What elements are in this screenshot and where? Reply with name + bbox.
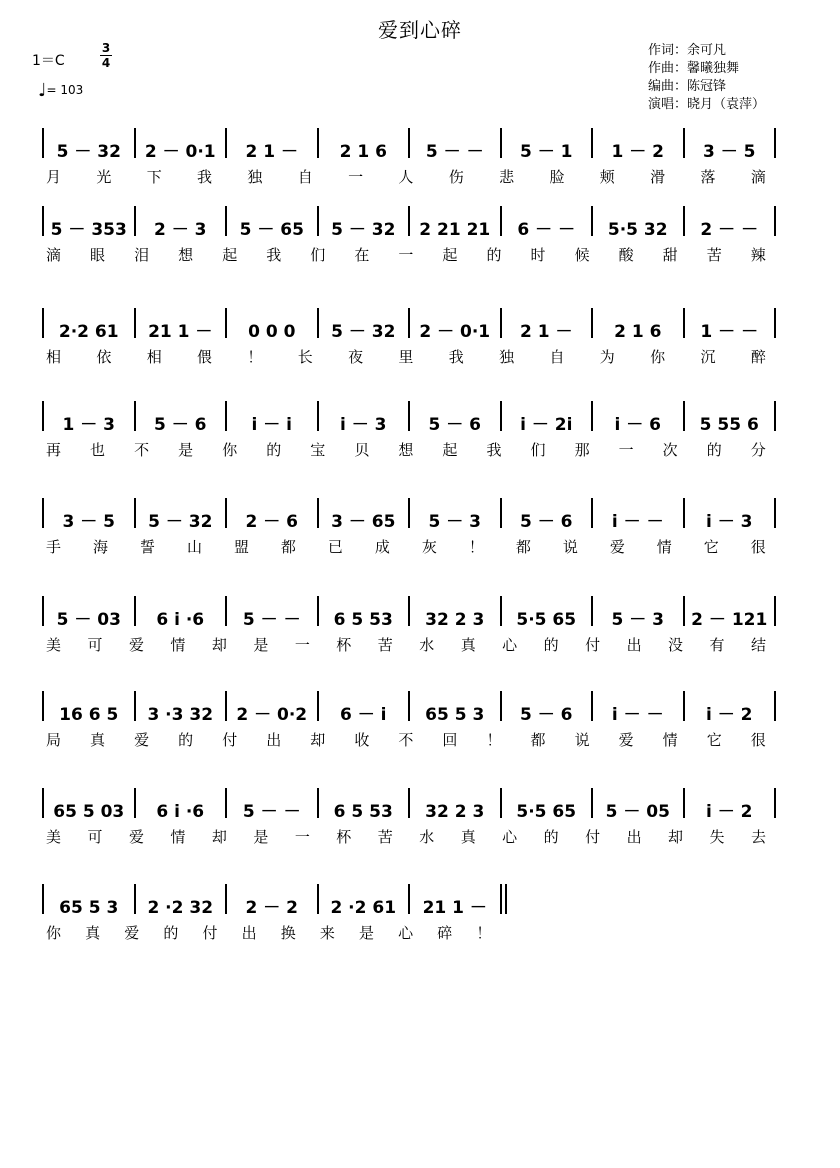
lyrics-line (46, 729, 766, 750)
lyric-syllable: 我 (266, 246, 282, 264)
measure: 5·5 65 (516, 610, 577, 630)
lyric-syllable: ！ (486, 731, 502, 749)
lyric-syllable: 付 (202, 924, 218, 942)
lyric-syllable: 滴 (46, 246, 62, 264)
measure: 3 － 65 (331, 512, 396, 532)
lyric-syllable: 却 (211, 636, 227, 654)
lyric-syllable: 不 (398, 731, 414, 749)
lyric-syllable: 美 (46, 636, 62, 654)
measure: 2 － － (700, 220, 759, 240)
lyric-syllable: 出 (241, 924, 257, 942)
measure: 5 － 32 (148, 512, 213, 532)
measure: 5 － 05 (605, 802, 670, 822)
measure: i － － (611, 705, 664, 725)
barline (774, 498, 776, 528)
lyric-syllable: 月 (46, 168, 62, 186)
lyric-syllable: 苦 (706, 246, 722, 264)
lyric-syllable: 苦 (377, 636, 393, 654)
lyric-syllable: 泪 (134, 246, 150, 264)
measure: 3 － 5 (703, 142, 756, 162)
lyric-syllable: 收 (354, 731, 370, 749)
staff-system (0, 302, 840, 398)
key-signature: 1＝C (32, 53, 65, 69)
measure: 5 － 353 (50, 220, 127, 240)
measure: 2 － 0·2 (236, 705, 308, 725)
lyric-syllable: 水 (419, 828, 435, 846)
measure: 65 5 03 (53, 802, 125, 822)
measure: 1 － － (700, 322, 759, 342)
lyric-syllable: 回 (442, 731, 458, 749)
lyric-syllable: 的 (543, 828, 559, 846)
staff-system (0, 782, 840, 878)
lyric-syllable: 失 (709, 828, 725, 846)
measure: 5 － － (425, 142, 484, 162)
lyric-syllable: 的 (543, 636, 559, 654)
lyric-syllable: 的 (266, 441, 282, 459)
measure: 5·5 65 (516, 802, 577, 822)
measure: 2 － 0·1 (144, 142, 216, 162)
tempo-value: = 103 (46, 83, 84, 97)
lyric-syllable: 情 (656, 538, 672, 556)
lyric-syllable: 杯 (336, 636, 352, 654)
lyrics-line (46, 244, 766, 265)
measure: 2 － 3 (154, 220, 207, 240)
staff-system (0, 685, 840, 781)
lyric-syllable: 它 (706, 731, 722, 749)
lyric-syllable: 结 (750, 636, 766, 654)
measure: 5 － － (242, 802, 301, 822)
measure: 21 1 － (148, 322, 213, 342)
lyric-syllable: 们 (310, 246, 326, 264)
staff-system (0, 492, 840, 588)
staff-system (0, 878, 840, 974)
lyric-syllable: 很 (750, 538, 766, 556)
measure: 5 － 32 (331, 322, 396, 342)
lyric-syllable: 盟 (233, 538, 249, 556)
lyric-syllable: 一 (294, 636, 310, 654)
meter-top: 3 (101, 41, 111, 55)
measure: 2 － 2 (245, 898, 298, 918)
lyric-syllable: 一 (348, 168, 364, 186)
measure: 65 5 3 (59, 898, 119, 918)
lyric-syllable: 心 (502, 828, 518, 846)
lyric-syllable: 都 (515, 538, 531, 556)
lyric-syllable: 滴 (750, 168, 766, 186)
measure: 6 － i (340, 705, 387, 725)
lyric-syllable: 我 (197, 168, 213, 186)
lyric-syllable: 说 (562, 538, 578, 556)
lyric-syllable: 说 (574, 731, 590, 749)
lyric-syllable: 真 (460, 828, 476, 846)
lyric-syllable: 依 (96, 348, 112, 366)
measure: 3 － 5 (62, 512, 115, 532)
lyric-syllable: 山 (186, 538, 202, 556)
lyrics-line (46, 439, 766, 460)
measure: 5 － 65 (239, 220, 304, 240)
lyric-syllable: 可 (87, 636, 103, 654)
lyric-syllable: ！ (468, 538, 484, 556)
lyric-syllable: 爱 (134, 731, 150, 749)
lyric-syllable: 出 (626, 636, 642, 654)
lyric-syllable: 夜 (348, 348, 364, 366)
lyric-syllable: 想 (398, 441, 414, 459)
lyric-syllable: 情 (662, 731, 678, 749)
lyric-syllable: 沉 (700, 348, 716, 366)
lyric-syllable: 局 (46, 731, 62, 749)
lyric-syllable: 自 (297, 168, 313, 186)
measure: 2 － 6 (245, 512, 298, 532)
measure: 2 1 － (245, 142, 298, 162)
measure: 6 i ·6 (156, 610, 205, 630)
lyric-syllable: 甜 (662, 246, 678, 264)
lyric-syllable: 再 (46, 441, 62, 459)
lyric-syllable: 爱 (618, 731, 634, 749)
lyric-syllable: 长 (297, 348, 313, 366)
measure: 5 － 3 (428, 512, 481, 532)
lyric-syllable: 一 (294, 828, 310, 846)
lyric-syllable: 下 (146, 168, 162, 186)
lyric-syllable: 却 (310, 731, 326, 749)
lyrics-line (46, 346, 766, 367)
measure: 65 5 3 (425, 705, 485, 725)
lyric-syllable: 心 (398, 924, 414, 942)
lyric-syllable: 爱 (609, 538, 625, 556)
lyric-syllable: 起 (222, 246, 238, 264)
measure: 6 5 53 (333, 610, 393, 630)
barline (774, 788, 776, 818)
lyric-syllable: ！ (247, 348, 263, 366)
lyric-syllable: 出 (266, 731, 282, 749)
lyric-syllable: 醉 (750, 348, 766, 366)
lyric-syllable: 那 (574, 441, 590, 459)
measure: 5·5 32 (607, 220, 668, 240)
barline (774, 401, 776, 431)
measure: 5 － 6 (520, 512, 573, 532)
measure: 16 6 5 (59, 705, 119, 725)
lyric-syllable: 很 (750, 731, 766, 749)
measure: i － 3 (706, 512, 753, 532)
measure: 2 1 6 (614, 322, 662, 342)
lyric-syllable: 想 (178, 246, 194, 264)
lyric-syllable: 起 (442, 246, 458, 264)
barline (774, 128, 776, 158)
lyrics-line (46, 922, 492, 943)
lyric-syllable: 爱 (124, 924, 140, 942)
measure: 2 21 21 (419, 220, 491, 240)
lyrics-line (46, 826, 766, 847)
lyric-syllable: 换 (280, 924, 296, 942)
lyric-syllable: 誓 (139, 538, 155, 556)
lyric-syllable: 出 (626, 828, 642, 846)
measure: 5 55 6 (699, 415, 759, 435)
lyric-syllable: 你 (650, 348, 666, 366)
lyric-syllable: 的 (706, 441, 722, 459)
measure: 5 － 32 (331, 220, 396, 240)
measure: 6 i ·6 (156, 802, 205, 822)
barline (774, 691, 776, 721)
lyric-syllable: 们 (530, 441, 546, 459)
measure: i － 2 (706, 705, 753, 725)
lyric-syllable: 付 (585, 636, 601, 654)
meter-bottom: 4 (101, 56, 111, 70)
lyric-syllable: 起 (442, 441, 458, 459)
measure: i － 2 (706, 802, 753, 822)
lyric-syllable: 独 (499, 348, 515, 366)
lyric-syllable: 偎 (197, 348, 213, 366)
measure: i － 2i (520, 415, 573, 435)
lyric-syllable: 没 (668, 636, 684, 654)
measure: 21 1 － (422, 898, 487, 918)
credits-block (648, 42, 765, 114)
lyric-syllable: 真 (90, 731, 106, 749)
lyric-syllable: 一 (618, 441, 634, 459)
measure: i － i (251, 415, 292, 435)
measure: 3 ·3 32 (147, 705, 214, 725)
lyric-syllable: 海 (92, 538, 108, 556)
time-signature (99, 41, 113, 70)
lyric-syllable: 爱 (128, 828, 144, 846)
lyric-syllable: 情 (170, 636, 186, 654)
lyric-syllable: 成 (374, 538, 390, 556)
measure: 2 － 0·1 (419, 322, 491, 342)
lyric-syllable: 颊 (599, 168, 615, 186)
lyric-syllable: 相 (46, 348, 62, 366)
lyric-syllable: 的 (178, 731, 194, 749)
lyric-syllable: 滑 (650, 168, 666, 186)
barline (774, 308, 776, 338)
lyric-syllable: 眼 (90, 246, 106, 264)
lyric-syllable: 情 (170, 828, 186, 846)
measure: 5 － 32 (56, 142, 121, 162)
lyric-syllable: 候 (574, 246, 590, 264)
lyric-syllable: 已 (327, 538, 343, 556)
quarter-note-icon: ♩ (38, 80, 47, 101)
lyric-syllable: 手 (46, 538, 62, 556)
lyric-syllable: 爱 (128, 636, 144, 654)
measure: 2 1 6 (339, 142, 387, 162)
lyric-syllable: 你 (46, 924, 62, 942)
lyric-syllable: 都 (530, 731, 546, 749)
measure: 5 － 6 (520, 705, 573, 725)
lyric-syllable: 我 (448, 348, 464, 366)
lyric-syllable: 时 (530, 246, 546, 264)
lyric-syllable: 苦 (377, 828, 393, 846)
lyric-syllable: 杯 (336, 828, 352, 846)
measure: 2 ·2 32 (147, 898, 214, 918)
lyric-syllable: 不 (134, 441, 150, 459)
lyric-syllable: 相 (146, 348, 162, 366)
lyric-syllable: ！ (476, 924, 492, 942)
barline (500, 884, 502, 914)
lyric-syllable: 有 (709, 636, 725, 654)
lyric-syllable: 辣 (750, 246, 766, 264)
credit-arranger: 编曲：陈冠锋 (648, 79, 727, 94)
lyric-syllable: 人 (398, 168, 414, 186)
measure: 1 － 3 (62, 415, 115, 435)
lyric-syllable: 却 (211, 828, 227, 846)
lyric-syllable: 它 (703, 538, 719, 556)
lyric-syllable: 是 (253, 636, 269, 654)
lyric-syllable: 水 (419, 636, 435, 654)
lyric-syllable: 碎 (437, 924, 453, 942)
measure: 5 － 03 (56, 610, 121, 630)
lyric-syllable: 我 (486, 441, 502, 459)
measure: 5 － 6 (428, 415, 481, 435)
lyrics-line (46, 634, 766, 655)
staff-system (0, 200, 840, 296)
lyric-syllable: 真 (460, 636, 476, 654)
barline (774, 206, 776, 236)
lyric-syllable: 是 (253, 828, 269, 846)
song-title: 爱到心碎 (378, 18, 462, 42)
tempo-marking (38, 80, 83, 101)
measure: 5 － － (242, 610, 301, 630)
measure: 32 2 3 (425, 610, 485, 630)
lyrics-line (46, 166, 766, 187)
measure: 6 － － (517, 220, 576, 240)
lyric-syllable: 你 (222, 441, 238, 459)
lyric-syllable: 自 (549, 348, 565, 366)
lyric-syllable: 是 (359, 924, 375, 942)
measure: 32 2 3 (425, 802, 485, 822)
barline (774, 596, 776, 626)
lyrics-line (46, 536, 766, 557)
measure: i － 3 (340, 415, 387, 435)
measure: 1 － 2 (611, 142, 664, 162)
credit-composer: 作曲：馨曦独舞 (648, 61, 740, 76)
lyric-syllable: 付 (585, 828, 601, 846)
lyric-syllable: 酸 (618, 246, 634, 264)
lyric-syllable: 的 (163, 924, 179, 942)
lyric-syllable: 分 (750, 441, 766, 459)
measure: 2 1 － (520, 322, 573, 342)
lyric-syllable: 真 (85, 924, 101, 942)
lyric-syllable: 都 (280, 538, 296, 556)
measure: 2 ·2 61 (330, 898, 397, 918)
lyric-syllable: 却 (668, 828, 684, 846)
credit-singer: 演唱：晓月（袁萍） (648, 97, 766, 112)
lyric-syllable: 次 (662, 441, 678, 459)
lyric-syllable: 在 (354, 246, 370, 264)
lyric-syllable: 宝 (310, 441, 326, 459)
lyric-syllable: 来 (319, 924, 335, 942)
lyric-syllable: 的 (486, 246, 502, 264)
lyric-syllable: 光 (96, 168, 112, 186)
lyric-syllable: 一 (398, 246, 414, 264)
measure: 0 0 0 (248, 322, 296, 342)
lyric-syllable: 为 (599, 348, 615, 366)
staff-system (0, 590, 840, 686)
measure: 5 － 3 (611, 610, 664, 630)
lyric-syllable: 美 (46, 828, 62, 846)
lyric-syllable: 也 (90, 441, 106, 459)
measure: 2·2 61 (58, 322, 119, 342)
lyric-syllable: 是 (178, 441, 194, 459)
measure: i － 6 (614, 415, 661, 435)
credit-lyricist: 作词：余可凡 (648, 43, 727, 58)
measure: 2 － 121 (691, 610, 768, 630)
lyric-syllable: 去 (750, 828, 766, 846)
lyric-syllable: 可 (87, 828, 103, 846)
lyric-syllable: 独 (247, 168, 263, 186)
measure: 5 － 6 (154, 415, 207, 435)
lyric-syllable: 落 (700, 168, 716, 186)
lyric-syllable: 脸 (549, 168, 565, 186)
staff-system (0, 395, 840, 491)
lyric-syllable: 贝 (354, 441, 370, 459)
lyric-syllable: 里 (398, 348, 414, 366)
lyric-syllable: 心 (502, 636, 518, 654)
lyric-syllable: 灰 (421, 538, 437, 556)
measure: 5 － 1 (520, 142, 573, 162)
measure: i － － (611, 512, 664, 532)
lyric-syllable: 付 (222, 731, 238, 749)
lyric-syllable: 悲 (499, 168, 515, 186)
measure: 6 5 53 (333, 802, 393, 822)
lyric-syllable: 伤 (448, 168, 464, 186)
